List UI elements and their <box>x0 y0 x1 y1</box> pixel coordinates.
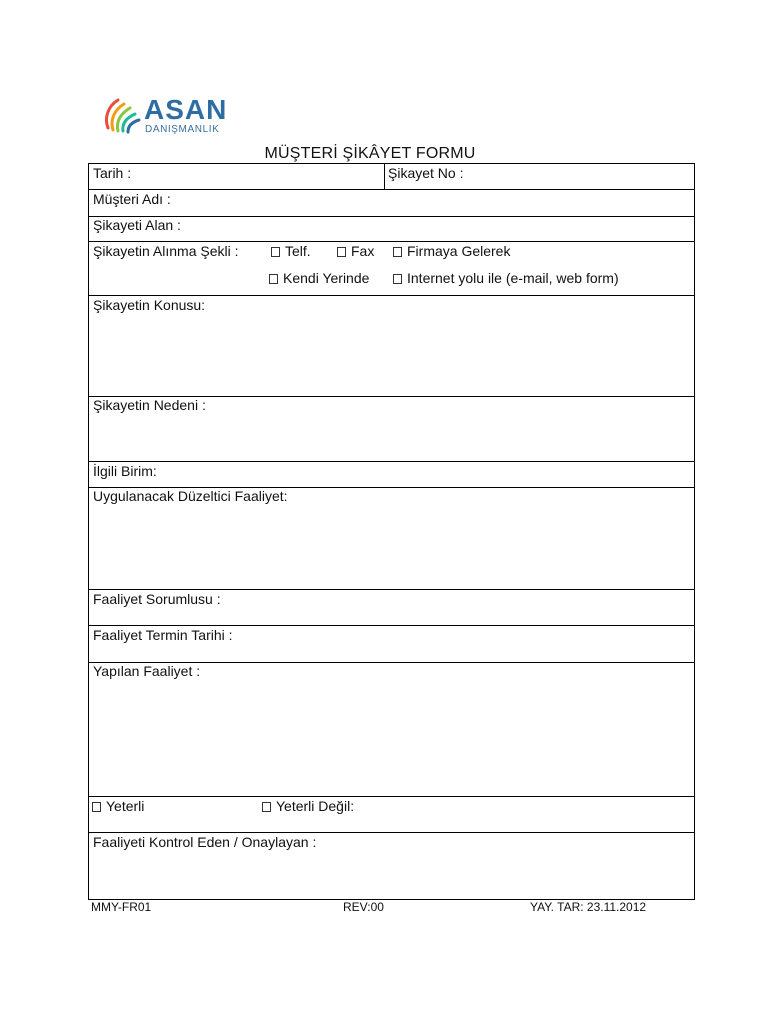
logo-subtitle: DANIŞMANLIK <box>145 124 220 135</box>
row-divider <box>89 589 694 590</box>
tarih-field[interactable]: Tarih : <box>93 165 132 181</box>
row-divider <box>89 461 694 462</box>
swoosh-logo-icon <box>100 94 144 138</box>
doc-code: MMY-FR01 <box>91 900 152 914</box>
option-internet[interactable] <box>393 270 619 287</box>
option-label: Firmaya Gelerek <box>407 243 511 259</box>
complaint-form-table <box>88 163 695 900</box>
company-logo <box>100 94 240 142</box>
yapilan-faaliyet-field[interactable]: Yapılan Faaliyet : <box>93 663 201 679</box>
checkbox-icon[interactable] <box>271 247 280 257</box>
option-label: Fax <box>351 243 375 259</box>
option-fax[interactable] <box>337 243 374 260</box>
nedeni-field[interactable]: Şikayetin Nedeni : <box>93 397 206 413</box>
revision: REV:00 <box>343 900 384 914</box>
sikayet-no-field[interactable]: Şikayet No : <box>388 165 464 181</box>
logo-name: ASAN <box>144 94 228 125</box>
row-divider <box>89 832 694 833</box>
termin-tarihi-field[interactable]: Faaliyet Termin Tarihi : <box>93 627 233 643</box>
musteri-adi-field[interactable]: Müşteri Adı : <box>93 191 171 207</box>
checkbox-icon[interactable] <box>92 802 101 812</box>
row-divider <box>89 241 694 242</box>
duzeltici-faaliyet-field[interactable]: Uygulanacak Düzeltici Faaliyet: <box>93 488 288 504</box>
option-label: Yeterli Değil: <box>276 798 355 814</box>
faaliyet-sorumlusu-field[interactable]: Faaliyet Sorumlusu : <box>93 591 221 607</box>
kontrol-eden-field[interactable]: Faaliyeti Kontrol Eden / Onaylayan : <box>93 834 317 850</box>
row-divider <box>89 189 694 190</box>
form-title: MÜŞTERİ ŞİKÂYET FORMU <box>264 145 476 162</box>
publish-date: YAY. TAR: 23.11.2012 <box>530 900 647 914</box>
option-label: Kendi Yerinde <box>283 270 370 286</box>
row-divider <box>89 295 694 296</box>
checkbox-icon[interactable] <box>393 247 402 257</box>
option-firmaya-gelerek[interactable] <box>393 243 510 260</box>
konusu-field[interactable]: Şikayetin Konusu: <box>93 297 206 313</box>
checkbox-icon[interactable] <box>262 802 271 812</box>
alinma-sekli-label: Şikayetin Alınma Şekli : <box>93 243 239 259</box>
row-divider <box>89 796 694 797</box>
option-telf[interactable] <box>271 243 311 260</box>
checkbox-icon[interactable] <box>337 247 346 257</box>
ilgili-birim-field[interactable]: İlgili Birim: <box>93 463 157 479</box>
row-divider <box>89 625 694 626</box>
option-yeterli[interactable] <box>92 798 144 815</box>
option-kendi-yerinde[interactable] <box>269 270 369 287</box>
checkbox-icon[interactable] <box>269 274 278 284</box>
option-yeterli-degil[interactable] <box>262 798 354 815</box>
column-divider <box>384 164 385 189</box>
checkbox-icon[interactable] <box>393 274 402 284</box>
option-label: Telf. <box>285 243 311 259</box>
option-label: Internet yolu ile (e-mail, web form) <box>407 270 619 286</box>
option-label: Yeterli <box>106 798 145 814</box>
sikayeti-alan-field[interactable]: Şikayeti Alan : <box>93 217 181 233</box>
